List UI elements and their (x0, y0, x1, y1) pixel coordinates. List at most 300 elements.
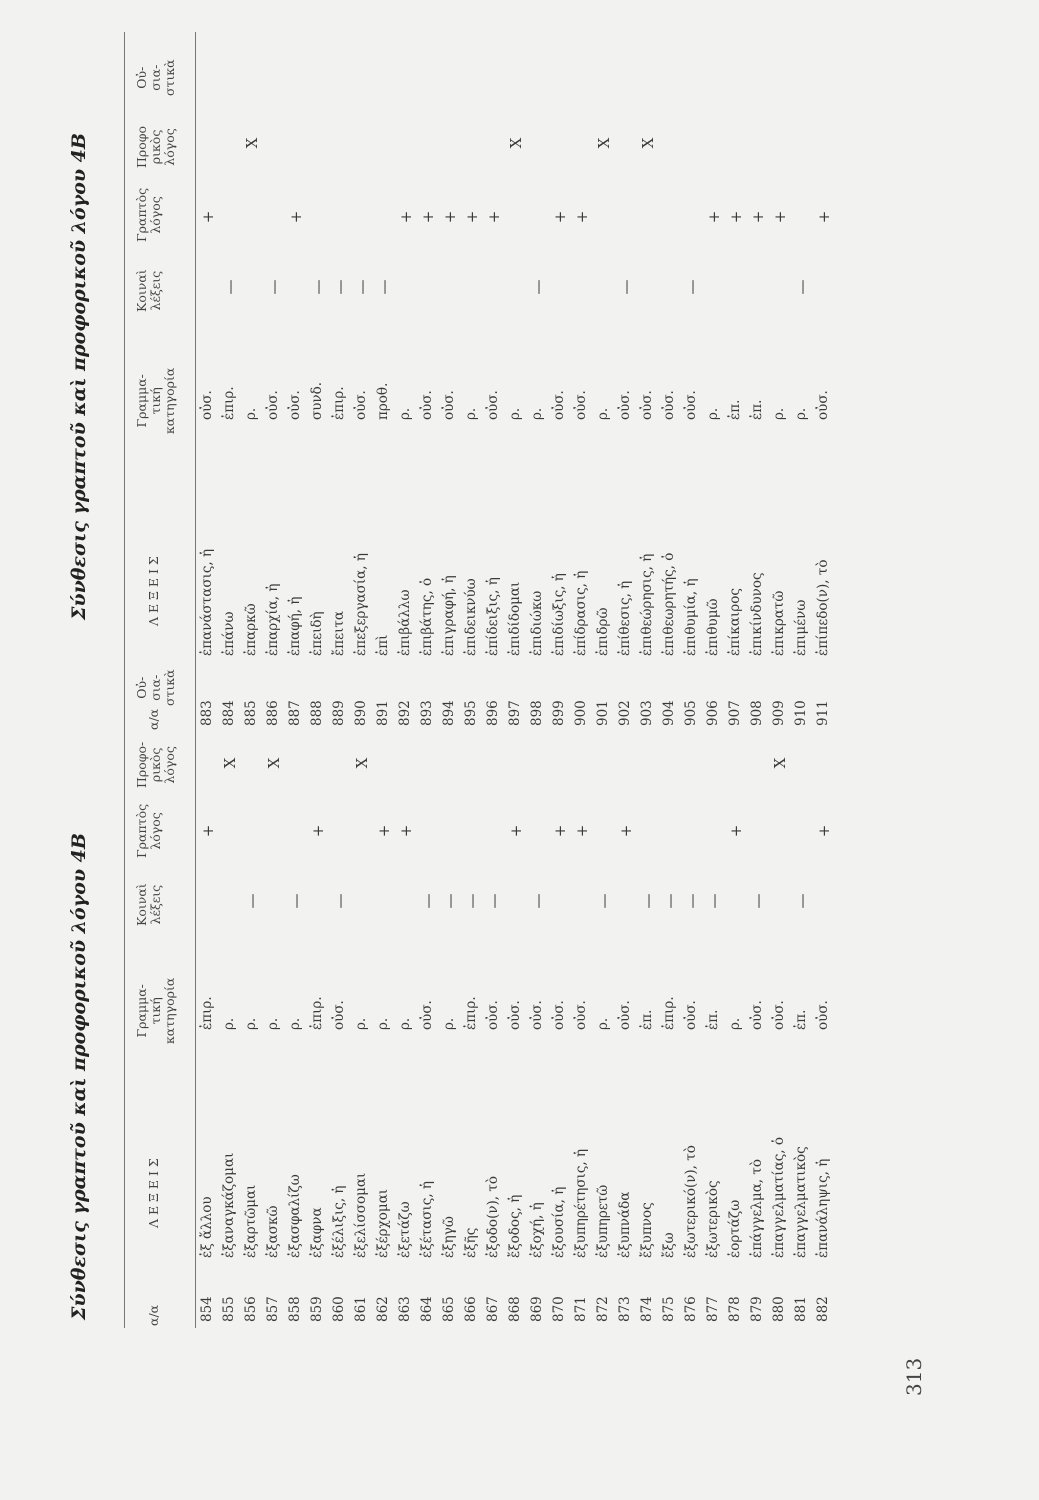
entry-word: ἐπανάληψις, ἡ (815, 1158, 831, 1258)
common-word-mark: — (331, 893, 349, 909)
entry-category: οὐσ. (265, 390, 281, 420)
entry-word: ἐξουσία, ἡ (551, 1186, 567, 1258)
entry-category: οὐσ. (419, 390, 435, 420)
common-word-mark: — (793, 279, 811, 295)
entry-category: ρ. (595, 1017, 611, 1030)
entry-number: 891 (375, 700, 391, 726)
common-word-mark: — (243, 893, 261, 909)
entry-number: 904 (661, 700, 677, 726)
entry-word: ἐπίπεδο(ν), τὸ (815, 559, 831, 656)
table-row (570, 32, 592, 732)
table-row (746, 648, 768, 1328)
table-row (372, 32, 394, 732)
common-word-mark: — (529, 279, 547, 295)
table-row (196, 32, 218, 732)
table-row (218, 648, 240, 1328)
table-row (196, 648, 218, 1328)
written-speech-mark: + (397, 824, 415, 838)
entry-word: ἔπειτα (331, 611, 347, 656)
entry-category: οὐσ. (485, 390, 501, 420)
entry-number: 871 (573, 1296, 589, 1322)
entry-number: 860 (331, 1296, 347, 1322)
table-row (768, 648, 790, 1328)
entry-number: 872 (595, 1296, 611, 1322)
entry-word: ἐπιθυμῶ (705, 598, 721, 656)
col-header-common: Κοιναὶ λέξεις (134, 883, 163, 926)
entry-number: 881 (793, 1296, 809, 1322)
entry-word: ἐξῆς (463, 1227, 479, 1258)
entry-number: 862 (375, 1296, 391, 1322)
table-row (504, 648, 526, 1328)
written-speech-mark: + (573, 210, 591, 224)
entry-category: οὐσ. (551, 1000, 567, 1030)
table-row (614, 32, 636, 732)
table-row (812, 32, 834, 732)
entry-number: 880 (771, 1296, 787, 1322)
entry-category: ρ. (221, 1017, 237, 1030)
common-word-mark: — (793, 893, 811, 909)
entry-word: ἐπίδειξις, ἡ (485, 577, 501, 656)
table-row (372, 648, 394, 1328)
common-word-mark: — (683, 279, 701, 295)
entry-word: ἐξαφνα (309, 1207, 325, 1258)
entry-number: 895 (463, 700, 479, 726)
entry-category: οὐσ. (573, 390, 589, 420)
entry-word: ἐπιβάλλω (397, 589, 413, 656)
table-row (284, 32, 306, 732)
entry-category: οὐσ. (815, 390, 831, 420)
entry-number: 901 (595, 700, 611, 726)
spoken-speech-mark: X (507, 137, 525, 149)
entry-category: ρ. (397, 1017, 413, 1030)
table-row (746, 32, 768, 732)
col-header-num: α/α (146, 708, 161, 730)
table-row (702, 32, 724, 732)
entry-number: 857 (265, 1296, 281, 1322)
entry-number: 855 (221, 1296, 237, 1322)
entry-number: 877 (705, 1296, 721, 1322)
entry-category: ἐπ. (639, 1009, 655, 1030)
entry-category: ρ. (243, 407, 259, 420)
written-speech-mark: + (727, 210, 745, 224)
common-word-mark: — (617, 279, 635, 295)
entry-category: ρ. (375, 1017, 391, 1030)
written-speech-mark: + (551, 824, 569, 838)
entry-number: 870 (551, 1296, 567, 1322)
col-header-written: Γραπτὸς λόγος (134, 803, 163, 858)
entry-word: ἐπικρατῶ (771, 590, 787, 656)
entry-word: ἐξοχή, ἡ (529, 1202, 545, 1258)
entry-category: ρ. (265, 1017, 281, 1030)
entry-category: ρ. (353, 1017, 369, 1030)
written-speech-mark: + (815, 210, 833, 224)
common-word-mark: — (705, 893, 723, 909)
entry-number: 899 (551, 700, 567, 726)
table-row (218, 32, 240, 732)
entry-word: ἐξέλιξις, ἡ (331, 1185, 347, 1258)
entry-category: οὐσ. (683, 390, 699, 420)
entry-word: ἐπαρκῶ (243, 603, 259, 656)
entry-word: ἐπαγγελματικὸς (793, 1146, 809, 1258)
table-row (240, 32, 262, 732)
common-word-mark: — (463, 893, 481, 909)
entry-word: ἑορτάζω (727, 1199, 743, 1258)
table-header (124, 648, 196, 1328)
entry-number: 908 (749, 700, 765, 726)
entry-number: 878 (727, 1296, 743, 1322)
table-row (460, 648, 482, 1328)
common-word-mark: — (661, 893, 679, 909)
spoken-speech-mark: X (353, 757, 371, 769)
entry-word: ἐπιδιώκω (529, 590, 545, 656)
entry-word: ἐπάγγελμα, τὸ (749, 1159, 765, 1258)
common-word-mark: — (221, 279, 239, 295)
word-table-right (124, 32, 834, 732)
entry-number: 911 (815, 700, 831, 726)
entry-word: ἐπιδίδομαι (507, 581, 523, 656)
entry-category: οὐσ. (353, 390, 369, 420)
entry-category: οὐσ. (199, 390, 215, 420)
entry-word: ἔξυπνος (639, 1202, 655, 1258)
entry-word: ἐπίκαιρος (727, 588, 743, 656)
written-speech-mark: + (507, 824, 525, 838)
entry-word: ἐπιμένω (793, 599, 809, 656)
table-row (592, 648, 614, 1328)
table-row (768, 32, 790, 732)
entry-word: ἐπαγγελματίας, ὁ (771, 1137, 787, 1258)
entry-number: 861 (353, 1296, 369, 1322)
spoken-speech-mark: X (265, 757, 283, 769)
entry-category: ρ. (397, 407, 413, 420)
entry-word: ἐπαρχία, ἡ (265, 583, 281, 656)
entry-number: 867 (485, 1296, 501, 1322)
col-header-nouns: Οὐ- σια- στικὰ (134, 59, 177, 96)
table-row (416, 32, 438, 732)
entry-category: ρ. (595, 407, 611, 420)
entry-number: 858 (287, 1296, 303, 1322)
entry-word: ἐξ ἄλλου (199, 1196, 215, 1258)
entry-number: 889 (331, 700, 347, 726)
written-speech-mark: + (441, 210, 459, 224)
entry-number: 906 (705, 700, 721, 726)
entry-word: ἐπιθεώρησις, ἡ (639, 553, 655, 656)
entry-word: ἐπαφή, ἡ (287, 596, 303, 656)
common-word-mark: — (749, 893, 767, 909)
entry-category: ἐπιρ. (199, 996, 215, 1030)
entry-number: 890 (353, 700, 369, 726)
common-word-mark: — (419, 893, 437, 909)
table-header (124, 32, 196, 732)
entry-category: οὐσ. (749, 1000, 765, 1030)
entry-category: οὐσ. (441, 390, 457, 420)
entry-number: 879 (749, 1296, 765, 1322)
table-row (614, 648, 636, 1328)
entry-number: 875 (661, 1296, 677, 1322)
common-word-mark: — (375, 279, 393, 295)
entry-number: 865 (441, 1296, 457, 1322)
written-speech-mark: + (287, 210, 305, 224)
entry-category: οὐσ. (815, 1000, 831, 1030)
table-row (658, 32, 680, 732)
table-row (548, 32, 570, 732)
entry-category: ἐπιρ. (463, 996, 479, 1030)
table-row (658, 648, 680, 1328)
entry-word: ἐξυπνάδα (617, 1191, 633, 1258)
entry-word: ἐξωτερικὸς (705, 1180, 721, 1258)
entry-word: ἐπάνω (221, 611, 237, 656)
entry-word: ἐξετάζω (397, 1201, 413, 1258)
entry-number: 893 (419, 700, 435, 726)
entry-number: 864 (419, 1296, 435, 1322)
entry-word: ἐπὶ (375, 634, 391, 656)
table-row (724, 648, 746, 1328)
table-row (262, 648, 284, 1328)
written-speech-mark: + (463, 210, 481, 224)
entry-word: ἐπιδρῶ (595, 607, 611, 656)
entry-category: οὐσ. (485, 1000, 501, 1030)
common-word-mark: — (485, 893, 503, 909)
table-row (328, 32, 350, 732)
written-speech-mark: + (375, 824, 393, 838)
entry-word: ἐπιγραφή, ἡ (441, 575, 457, 656)
entry-number: 894 (441, 700, 457, 726)
entry-word: ἐπανάστασις, ἡ (199, 548, 215, 656)
table-row (790, 32, 812, 732)
written-speech-mark: + (705, 210, 723, 224)
entry-word: ἐξυπηρέτησις, ἡ (573, 1148, 589, 1258)
common-word-mark: — (287, 893, 305, 909)
entry-category: ρ. (463, 407, 479, 420)
entry-word: ἐπιθεωρητής, ὁ (661, 552, 677, 656)
entry-number: 869 (529, 1296, 545, 1322)
written-speech-mark: + (573, 824, 591, 838)
entry-category: ρ. (441, 1017, 457, 1030)
entry-number: 905 (683, 700, 699, 726)
common-word-mark: — (441, 893, 459, 909)
entry-category: συνδ. (309, 381, 325, 420)
entry-category: ρ. (507, 407, 523, 420)
table-row (680, 32, 702, 732)
entry-number: 896 (485, 700, 501, 726)
entry-category: ἐπιρ. (331, 386, 347, 420)
entry-category: ρ. (793, 407, 809, 420)
col-header-spoken: Προφο- ρικὸς λόγος (134, 741, 177, 788)
table-row (262, 32, 284, 732)
entry-word: ἐπίθεσις, ἡ (617, 580, 633, 656)
table-row (328, 648, 350, 1328)
entry-category: ρ. (243, 1017, 259, 1030)
written-speech-mark: + (419, 210, 437, 224)
entry-category: ρ. (771, 407, 787, 420)
entry-word: ἐξοδο(ν), τὸ (485, 1176, 501, 1258)
entry-word: ἐπίδρασις, ἡ (573, 570, 589, 656)
table-row (482, 32, 504, 732)
entry-number: 887 (287, 700, 303, 726)
entry-word: ἐξασκῶ (265, 1205, 281, 1258)
common-word-mark: — (639, 893, 657, 909)
entry-category: οὐσ. (661, 390, 677, 420)
written-speech-mark: + (749, 210, 767, 224)
entry-category: οὐσ. (551, 390, 567, 420)
table-row (240, 648, 262, 1328)
table-row (812, 648, 834, 1328)
entry-category: οὐσ. (419, 1000, 435, 1030)
entry-number: 856 (243, 1296, 259, 1322)
entry-number: 898 (529, 700, 545, 726)
table-row (548, 648, 570, 1328)
entry-category: ρ. (727, 1017, 743, 1030)
entry-category: ἐπ. (705, 1009, 721, 1030)
entry-number: 876 (683, 1296, 699, 1322)
entry-word: ἐξασφαλίζω (287, 1174, 303, 1258)
entry-category: προθ. (375, 382, 391, 420)
entry-category: οὐσ. (507, 1000, 523, 1030)
entry-category: οὐσ. (529, 1000, 545, 1030)
written-speech-mark: + (485, 210, 503, 224)
table-row (306, 32, 328, 732)
entry-number: 868 (507, 1296, 523, 1322)
entry-word: ἐπικίνδυνος (749, 572, 765, 656)
entry-category: οὐσ. (639, 390, 655, 420)
table-row (350, 32, 372, 732)
entry-number: 888 (309, 700, 325, 726)
spoken-speech-mark: X (243, 137, 261, 149)
entry-number: 902 (617, 700, 633, 726)
entry-word: ἐξαναγκάζομαι (221, 1152, 237, 1258)
entry-category: οὐσ. (573, 1000, 589, 1030)
table-row (702, 648, 724, 1328)
common-word-mark: — (309, 279, 327, 295)
page-heading-right: Σύνθεσις γραπτοῦ καὶ προφορικοῦ λόγου 4Β (68, 133, 90, 620)
entry-category: ρ. (705, 407, 721, 420)
entry-category: ἐπιρ. (661, 996, 677, 1030)
table-row (592, 32, 614, 732)
entry-word: ἐπειδὴ (309, 611, 325, 656)
entry-number: 874 (639, 1296, 655, 1322)
common-word-mark: — (529, 893, 547, 909)
entry-category: ἐπιρ. (309, 996, 325, 1030)
table-row (504, 32, 526, 732)
written-speech-mark: + (199, 210, 217, 224)
common-word-mark: — (353, 279, 371, 295)
entry-number: 859 (309, 1296, 325, 1322)
entry-category: ρ. (529, 407, 545, 420)
entry-category: ἐπ. (793, 1009, 809, 1030)
table-row (438, 648, 460, 1328)
entry-category: οὐσ. (683, 1000, 699, 1030)
table-row (636, 648, 658, 1328)
entry-number: 900 (573, 700, 589, 726)
entry-word: ἐξελίσσομαι (353, 1172, 369, 1258)
col-header-spoken: Προφο ρικὸς λόγος (134, 125, 177, 168)
page-number: 313 (902, 1357, 926, 1396)
table-row (636, 32, 658, 732)
spoken-speech-mark: X (639, 137, 657, 149)
table-row (284, 648, 306, 1328)
entry-word: ἐξωτερικό(ν), τὸ (683, 1145, 699, 1258)
col-header-written: Γραπτὸς λόγος (134, 187, 163, 242)
entry-word: ἐπιδίωξις, ἡ (551, 573, 567, 656)
col-header-word: Λ Ε Ξ Ε Ι Σ (146, 1158, 161, 1228)
table-row (790, 648, 812, 1328)
table-row (306, 648, 328, 1328)
entry-category: οὐσ. (617, 390, 633, 420)
entry-category: οὐσ. (331, 1000, 347, 1030)
common-word-mark: — (595, 893, 613, 909)
col-header-category: Γραμμα- τική κατηγορία (134, 977, 177, 1044)
col-header-nouns: Οὐ- σια- στικὰ (134, 669, 177, 706)
written-speech-mark: + (397, 210, 415, 224)
common-word-mark: — (683, 893, 701, 909)
entry-word: ἐξέτασις, ἡ (419, 1181, 435, 1258)
entry-word: ἐξηγῶ (441, 1216, 457, 1258)
entry-number: 886 (265, 700, 281, 726)
entry-category: ρ. (287, 1017, 303, 1030)
table-row (724, 32, 746, 732)
written-speech-mark: + (551, 210, 569, 224)
spoken-speech-mark: X (595, 137, 613, 149)
entry-number: 863 (397, 1296, 413, 1322)
table-row (438, 32, 460, 732)
table-body (196, 648, 834, 1328)
entry-category: οὐσ. (287, 390, 303, 420)
entry-word: ἐπιδεικνύω (463, 578, 479, 656)
table-row (460, 32, 482, 732)
entry-category: ἐπ. (727, 399, 743, 420)
entry-number: 909 (771, 700, 787, 726)
entry-category: οὐσ. (617, 1000, 633, 1030)
entry-number: 883 (199, 700, 215, 726)
entry-category: ἐπ. (749, 399, 765, 420)
entry-word: ἐξυπηρετῶ (595, 1184, 611, 1258)
common-word-mark: — (331, 279, 349, 295)
word-table-left (124, 648, 834, 1328)
table-row (482, 648, 504, 1328)
table-row (394, 32, 416, 732)
table-row (680, 648, 702, 1328)
entry-number: 910 (793, 700, 809, 726)
table-row (416, 648, 438, 1328)
table-row (350, 648, 372, 1328)
entry-number: 903 (639, 700, 655, 726)
spoken-speech-mark: X (221, 757, 239, 769)
entry-word: ἐπεξεργασία, ἡ (353, 553, 369, 656)
col-header-num: α/α (146, 1304, 161, 1326)
entry-word: ἐξέρχομαι (375, 1188, 391, 1258)
entry-number: 892 (397, 700, 413, 726)
table-row (570, 648, 592, 1328)
written-speech-mark: + (617, 824, 635, 838)
entry-word: ἐξαρτῶμαι (243, 1184, 259, 1258)
col-header-common: Κοιναὶ λέξεις (134, 269, 163, 312)
table-row (394, 648, 416, 1328)
entry-number: 854 (199, 1296, 215, 1322)
entry-word: ἐπιβάτης, ὁ (419, 577, 435, 656)
entry-number: 907 (727, 700, 743, 726)
written-speech-mark: + (771, 210, 789, 224)
entry-category: οὐσ. (771, 1000, 787, 1030)
written-speech-mark: + (199, 824, 217, 838)
col-header-word: Λ Ε Ξ Ε Ι Σ (146, 556, 161, 626)
table-body (196, 32, 834, 732)
entry-category: ἐπιρ. (221, 386, 237, 420)
table-row (526, 648, 548, 1328)
common-word-mark: — (265, 279, 283, 295)
col-header-category: Γραμμα- τική κατηγορία (134, 367, 177, 434)
written-speech-mark: + (309, 824, 327, 838)
entry-number: 882 (815, 1296, 831, 1322)
entry-word: ἔξω (661, 1232, 677, 1258)
